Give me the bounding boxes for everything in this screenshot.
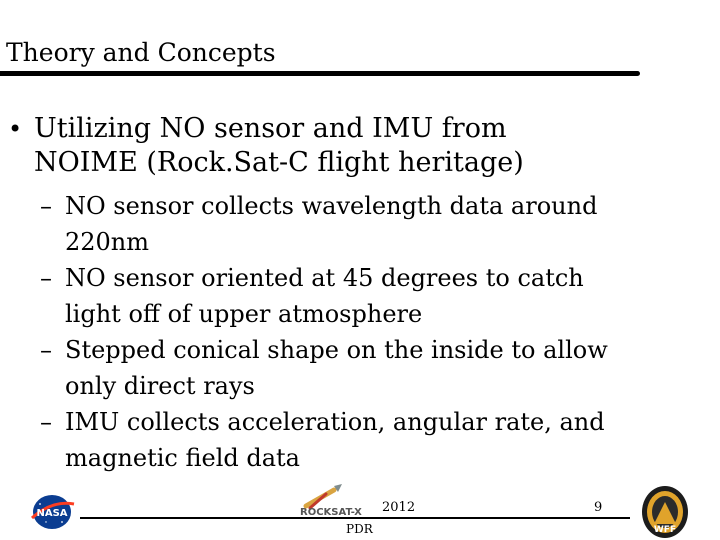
subpoint-line-1: Stepped conical shape on the inside to allow bbox=[65, 336, 608, 364]
subpoint-line-2: magnetic field data bbox=[65, 444, 300, 472]
subpoint bbox=[0, 260, 685, 332]
subpoint-line-2: 220nm bbox=[65, 228, 150, 256]
footer-label: PDR bbox=[346, 522, 373, 536]
svg-text:ROCKSAT-X: ROCKSAT-X bbox=[300, 507, 362, 518]
subpoint-line-2: only direct rays bbox=[65, 372, 255, 400]
bullet-mark: • bbox=[8, 115, 23, 143]
subpoint-dash: – bbox=[40, 192, 52, 220]
svg-text:NASA: NASA bbox=[36, 508, 68, 519]
wff-logo-icon bbox=[640, 484, 690, 540]
slide-title: Theory and Concepts bbox=[6, 38, 276, 67]
subpoint-dash: – bbox=[40, 408, 52, 436]
subpoint-line-1: IMU collects acceleration, angular rate, and bbox=[65, 408, 605, 436]
subpoint-dash: – bbox=[40, 264, 52, 292]
subpoint-dash: – bbox=[40, 336, 52, 364]
main-bullet bbox=[0, 112, 674, 180]
nasa-logo-icon bbox=[28, 492, 76, 532]
subpoint bbox=[0, 332, 685, 404]
main-bullet-line-1: Utilizing NO sensor and IMU from bbox=[34, 113, 507, 144]
main-bullet-line-2: NOIME (Rock.Sat-C flight heritage) bbox=[34, 147, 524, 178]
subpoint bbox=[0, 404, 685, 476]
title-divider bbox=[0, 71, 640, 76]
subpoint-line-1: NO sensor oriented at 45 degrees to catch bbox=[65, 264, 584, 292]
subpoint bbox=[0, 188, 685, 260]
subpoint-line-2: light off of upper atmosphere bbox=[65, 300, 423, 328]
rocksat-logo-icon bbox=[296, 480, 381, 520]
page-number: 9 bbox=[594, 500, 603, 515]
subpoint-line-1: NO sensor collects wavelength data around bbox=[65, 192, 598, 220]
footer-year: 2012 bbox=[382, 500, 416, 515]
svg-text:WFF: WFF bbox=[653, 525, 677, 535]
slide-content bbox=[0, 112, 720, 476]
